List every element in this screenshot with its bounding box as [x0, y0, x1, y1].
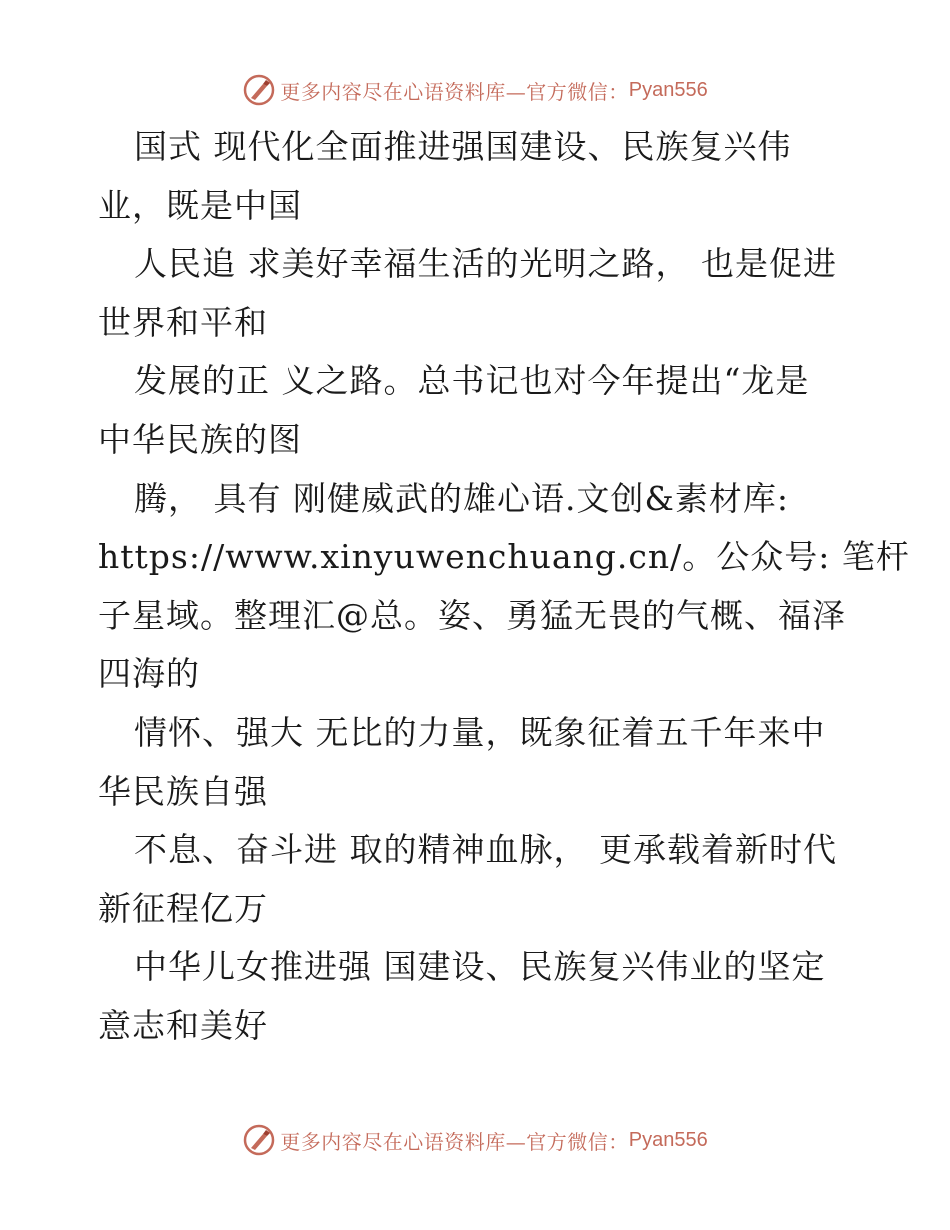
text-line: 华民族自强 — [98, 771, 268, 811]
footer-watermark — [0, 1120, 950, 1160]
header-watermark — [0, 70, 950, 110]
watermark-handle: Pyan556 — [628, 1128, 708, 1151]
watermark-text: 更多内容尽在心语资料库—官方微信： — [280, 1129, 629, 1154]
text-line: 世界和平和 — [98, 302, 268, 342]
text-line: 不息、奋斗进 取的精神血脉， 更承载着新时代 — [134, 830, 837, 870]
text-line: 情怀、强大 无比的力量，既象征着五千年来中 — [134, 712, 826, 752]
text-line: 新征程亿万 — [98, 888, 268, 928]
pen-nib-logo-icon — [242, 1123, 276, 1157]
text-line: 意志和美好 — [98, 1005, 268, 1045]
text-line: 中华儿女推进强 国建设、民族复兴伟业的坚定 — [134, 947, 826, 987]
watermark-handle: Pyan556 — [628, 78, 708, 101]
text-line: 业，既是中国 — [98, 185, 302, 225]
pen-nib-logo-icon — [242, 73, 276, 107]
text-line: 发展的正 义之路。总书记也对今年提出“龙是 — [134, 361, 810, 401]
text-line: 国式 现代化全面推进强国建设、民族复兴伟 — [134, 127, 792, 166]
text-line: 中华民族的图 — [98, 419, 302, 459]
text-line: 四海的 — [98, 654, 200, 694]
document-body — [98, 118, 910, 1056]
watermark-text: 更多内容尽在心语资料库—官方微信： — [280, 79, 629, 104]
text-line: 人民追 求美好幸福生活的光明之路， 也是促进 — [134, 244, 837, 284]
text-line: https://www.xinyuwenchuang.cn/。公众号: 笔杆 — [98, 537, 910, 577]
text-line: 腾， 具有 刚健威武的雄心语.文创&素材库: — [134, 478, 789, 518]
text-line: 子星域。整理汇@总。姿、勇猛无畏的气概、福泽 — [98, 595, 846, 635]
